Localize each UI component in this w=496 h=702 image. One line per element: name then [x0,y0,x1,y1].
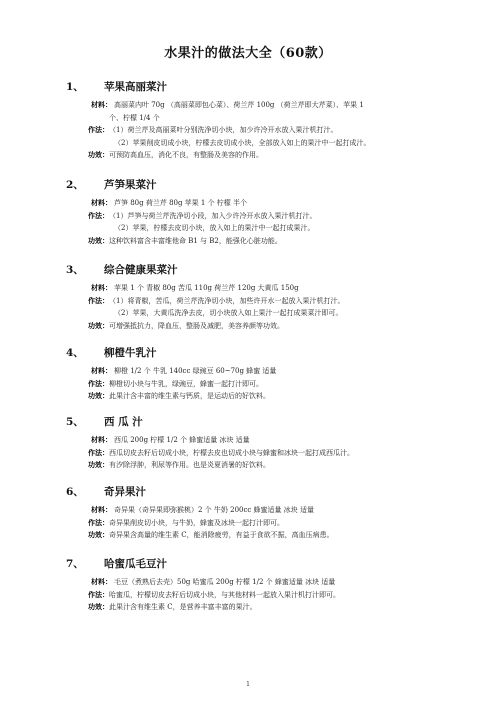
recipe-number: 4、 [66,347,84,359]
recipe-number: 5、 [66,416,84,428]
method-label: 作法： [88,447,109,457]
ingredients-text: 奇异果（奇异果即弥猴桃）2 个 牛奶 200cc 蜂蜜适量 冰块 适量 [114,506,315,514]
method-step: 柳橙切小块与牛乳，绿豌豆，蜂蜜一起打汁即可。 [109,379,263,388]
method-row [66,124,442,137]
recipe-name: 综合健康果菜汁 [104,264,178,276]
recipe-section [66,484,442,542]
effect-label: 功效： [88,530,109,539]
recipe-section [66,345,442,403]
ingredients-continued-text: 个、柠檬 1/4 个 [109,113,160,122]
ingredients-label: 材料： [91,435,112,444]
ingredients-text: 毛豆（煮熟后去壳）50g 哈蜜瓜 200g 柠檬 1/2 个 蜂蜜适量 冰块 适量 [114,578,336,586]
method-label: 作法： [88,125,109,134]
effect-row [66,149,442,162]
recipe-number: 7、 [66,558,84,570]
recipe-name: 苹果高丽菜汁 [104,81,167,93]
method-step: （2）苹果削皮切成小块，柠檬去皮切成小块，全部放入如上的果汁中一起打成汁。 [114,138,371,147]
effect-row [66,459,442,472]
effect-label: 功效： [88,602,109,611]
method-label: 作法： [88,295,109,305]
recipe-heading [66,345,442,361]
ingredients-label: 材料： [91,577,112,586]
method-step: （1）将青椒，苦瓜，荷兰芹洗净切小块，加些许开水一起放入果汁机打汁。 [109,296,345,305]
effect-text: 可预防高血压，消化不良，有整肠及美容的作用。 [109,151,263,159]
recipe-number: 2、 [66,179,84,191]
recipe-number: 6、 [66,486,84,498]
method-row [66,589,442,602]
recipe-name: 奇异果汁 [104,486,146,498]
recipe-section [66,262,442,332]
ingredients-label: 材料： [91,366,112,375]
ingredients-row [66,99,442,112]
effect-row [66,529,442,542]
recipe-name: 哈蜜瓜毛豆汁 [104,558,167,570]
recipe-heading [66,262,442,278]
ingredients-label: 材料： [91,198,112,207]
effect-label: 功效： [88,150,109,159]
ingredients-text: 西瓜 200g 柠檬 1/2 个 蜂蜜适量 冰块 适量 [114,436,250,444]
ingredients-label: 材料： [91,100,112,109]
recipe-section [66,556,442,614]
recipe-name: 西 瓜 汁 [104,416,143,428]
recipe-heading [66,177,442,193]
effect-text: 奇异果含高量的维生素 C，能消除疲劳，有益于食欲不振，高血压病患。 [109,531,334,539]
method-step: （2）苹果，大黄瓜洗净去皮，切小块放入如上果汁一起打成果菜汁即可。 [114,309,343,317]
method-label: 作法： [88,378,109,388]
ingredients-row [66,576,442,589]
ingredients-row [66,504,442,517]
method-row [66,307,442,320]
method-row [66,137,442,150]
method-row [66,210,442,223]
effect-text: 有汐除浮肿，利尿等作用。也是炎夏消暑的好饮料。 [109,461,270,469]
recipe-heading [66,79,442,95]
ingredients-row [66,282,442,295]
method-step: 哈蜜瓜，柠檬切皮去籽后切成小块，与其他材料一起放入果汁机打汁即可。 [109,590,340,599]
recipe-heading [66,484,442,500]
effect-row [66,320,442,333]
effect-text: 此果汁含丰富的维生素与钙质，是运动后的好饮料。 [109,392,270,400]
effect-label: 功效： [88,320,109,330]
method-row [66,517,442,530]
recipe-section [66,79,442,162]
ingredients-row [66,197,442,210]
method-label: 作法： [88,517,109,527]
page-number: 1 [246,681,250,688]
method-row [66,222,442,235]
recipe-section [66,414,442,472]
recipe-section [66,177,442,247]
method-row [66,378,442,391]
ingredients-text: 芦笋 80g 荷兰芹 80g 苹果 1 个 柠檬 半个 [114,199,248,207]
method-step: （1）芦笋与荷兰芹洗净切小段，加入少许冷开水放入果汁机打汁。 [109,211,317,220]
recipe-heading [66,556,442,572]
method-step: 西瓜切皮去籽后切成小块，柠檬去皮也切成小块与蜂蜜和冰块一起打成西瓜汁。 [109,448,354,457]
ingredients-row [66,365,442,378]
method-label: 作法： [88,210,109,220]
ingredients-label: 材料： [91,505,112,514]
method-step: （1）荷兰芹及高丽菜叶分别洗净切小块，加少许冷开水放入果汁机打汁。 [109,126,338,134]
effect-text: 此果汁含有维生素 C，是营养丰富丰富的果汁。 [109,603,257,611]
method-step: （2）苹果，柠檬去皮切小块，放入如上的果汁中一起打成果汁。 [114,224,315,232]
effect-label: 功效： [88,235,109,245]
ingredients-text: 苹果 1 个 青椒 80g 苦瓜 110g 荷兰芹 120g 大黄瓜 150g [114,284,299,292]
effect-label: 功效： [88,460,109,469]
effect-row [66,601,442,614]
recipe-number: 3、 [66,264,84,276]
ingredients-text: 高丽菜内叶 70g （高丽菜即包心菜）、荷兰芹 100g （荷兰芹即大芹菜）、苹果 1 [114,101,364,109]
recipe-name: 芦笋果菜汁 [104,179,157,191]
recipe-number: 1、 [66,81,84,93]
effect-row [66,390,442,403]
effect-text: 可增强抵抗力，降血压，整肠及减肥，美容养颜等功效。 [109,321,284,330]
ingredients-continued [66,112,442,125]
page-title: 水果汁的做法大全（60款） [164,46,332,61]
recipe-heading [66,414,442,430]
effect-label: 功效： [88,391,109,400]
effect-row [66,235,442,248]
method-row [66,447,442,460]
effect-text: 这种饮料富含丰富维他命 B1 与 B2，能强化心脏功能。 [109,236,282,245]
method-row [66,295,442,308]
ingredients-row [66,434,442,447]
ingredients-label: 材料： [91,283,112,292]
recipe-name: 柳橙牛乳汁 [104,347,157,359]
method-label: 作法： [88,589,109,599]
ingredients-text: 柳橙 1/2 个 牛乳 140cc 绿豌豆 60~70g 蜂蜜 适量 [114,367,277,375]
method-step: 奇异果削皮切小块，与牛奶，蜂蜜及冰块一起打汁即可。 [109,518,284,527]
